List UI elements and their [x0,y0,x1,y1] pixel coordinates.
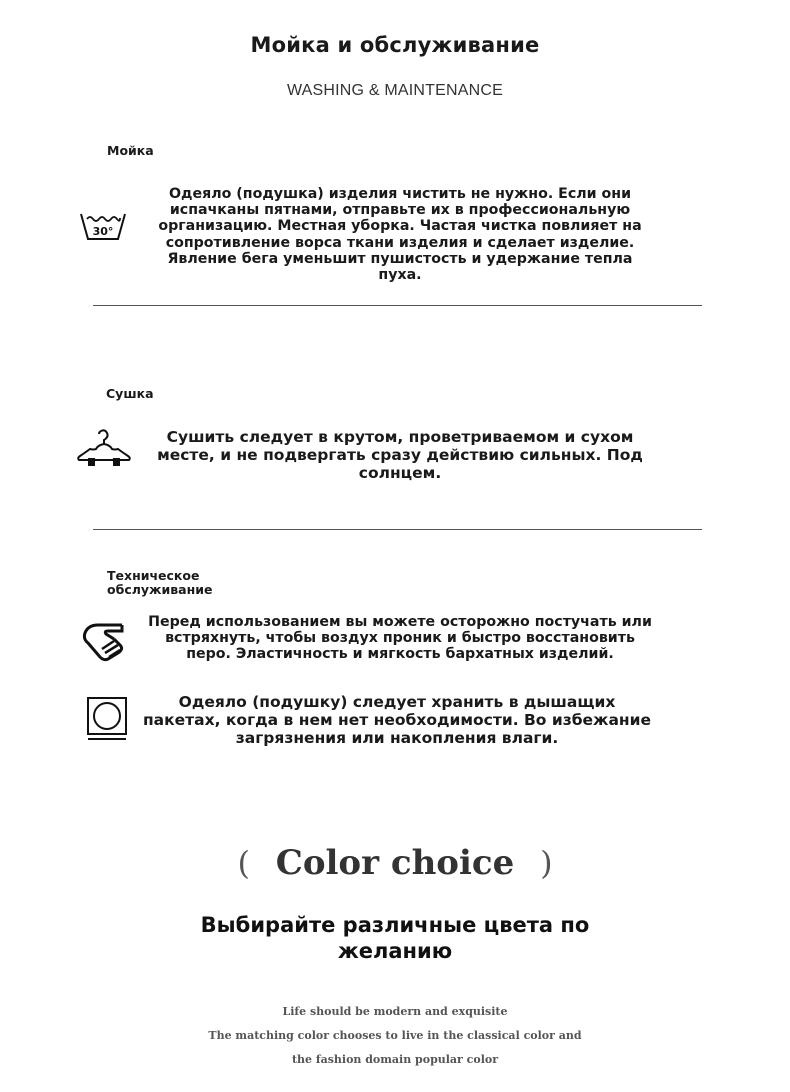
drying-description [140,428,660,482]
text-line: встряхнуть, чтобы воздух проник и быстро восстановить [165,630,635,647]
storage-circle-square-icon [86,696,130,742]
divider [93,529,702,530]
text-line: загрязнения или накопления влаги. [235,729,559,747]
shake-description [140,614,660,663]
page-title: Мойка и обслуживание [250,33,540,57]
text-line: перо. Эластичность и мягкость бархатных изделий. [186,646,614,663]
label-line: обслуживание [107,582,213,597]
hand-icon [80,619,128,665]
page-subtitle: WASHING & MAINTENANCE [286,82,504,99]
divider [93,305,702,306]
text-line: организацию. Местная уборка. Частая чистка повлияет на [158,218,642,235]
label-line: Техническое [107,568,200,583]
tagline-line: The matching color chooses to live in the classical color and [208,1029,582,1042]
tagline-line: the fashion domain popular color [291,1053,499,1066]
text-line: испачканы пятнами, отправьте их в профессиональную [169,202,631,219]
text-line: Одеяло (подушка) изделия чистить не нужно. Если они [168,186,632,202]
text-line: пакетах, когда в нем нет необходимости. Во избежание [142,711,652,729]
paren-close: ) [540,844,553,882]
hanger-icon [76,428,132,472]
color-choice-title [0,843,790,883]
color-choice-subtitle [0,912,790,964]
subtitle-line: Выбирайте различные цвета по [200,913,590,937]
section-label-washing: Мойка [107,143,154,158]
text-line: Перед использованием вы можете осторожно постучать или [148,614,652,630]
text-line: Явление бега уменьшит пушистость и удержание тепла пуха. [167,250,633,284]
text-line: месте, и не подвергать сразу действию сильных. Под [157,446,643,464]
subtitle-line: желанию [337,939,453,963]
text-line: Сушить следует в крутом, проветриваемом и сухом [166,428,634,446]
text-line: солнцем. [358,464,442,482]
wash-30-icon [79,210,127,242]
washing-description [150,186,650,283]
text-line: сопротивление ворса ткани изделия и сделает изделие. [165,234,635,251]
storage-description [132,693,662,747]
wash-temperature: 30° [92,225,114,238]
paren-open: ( [237,844,250,882]
text-line: Одеяло (подушку) следует хранить в дышащих [178,693,616,711]
section-label-maintenance [107,569,212,597]
color-choice-heading: Color choice [275,843,515,883]
section-label-drying: Сушка [106,386,154,401]
tagline-line: Life should be modern and exquisite [282,1005,508,1018]
